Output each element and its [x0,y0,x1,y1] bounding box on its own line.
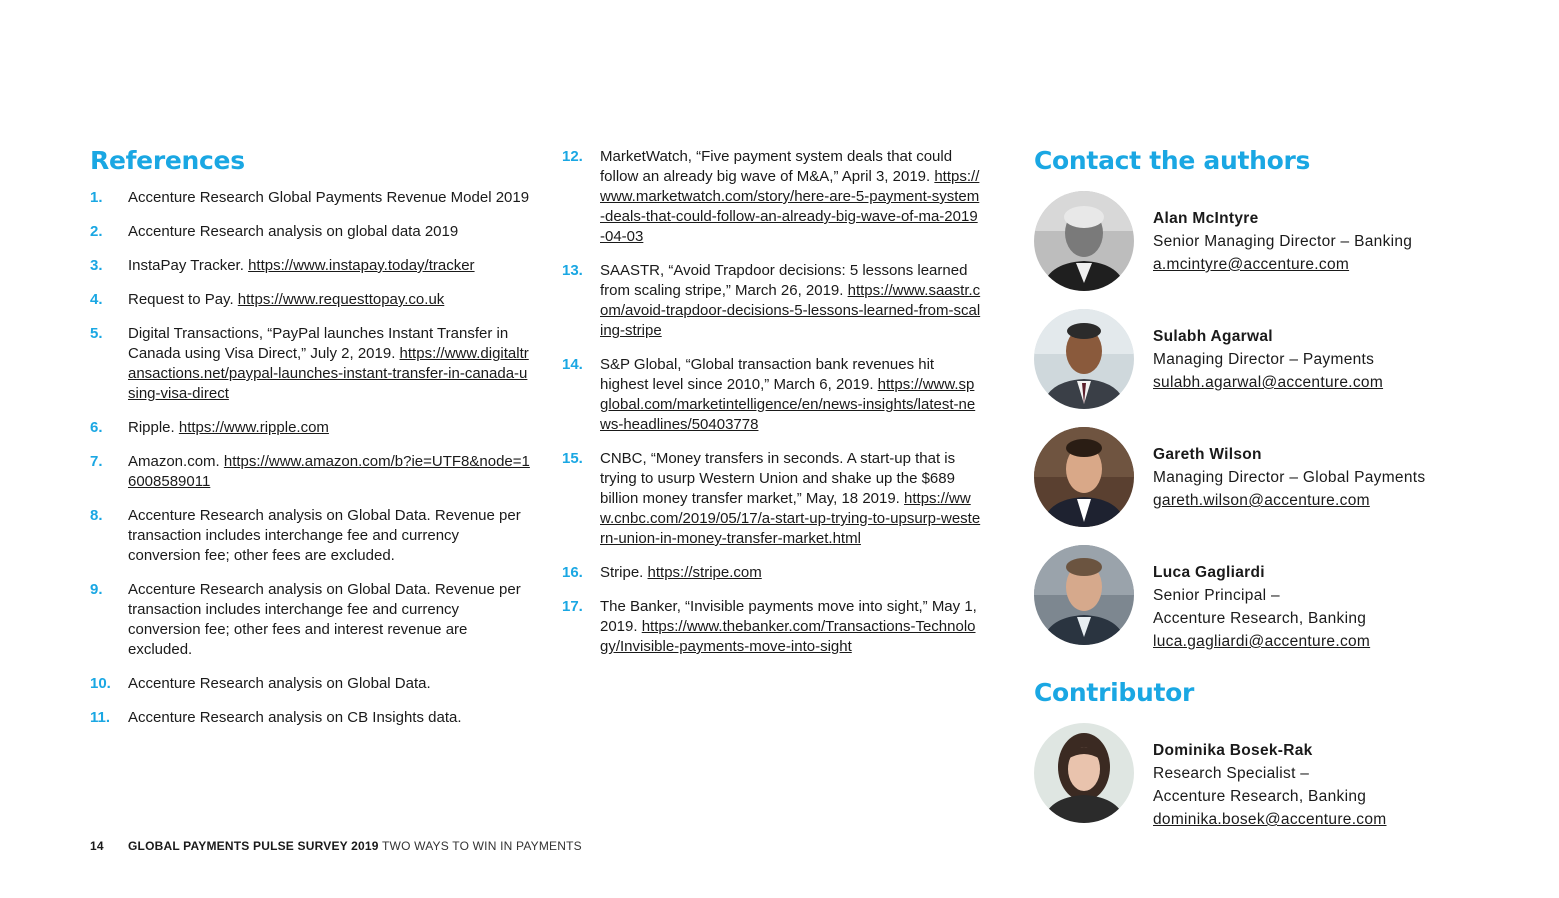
reference-text [128,222,530,242]
contributor-heading: Contributor [1034,678,1195,707]
reference-item [90,580,530,660]
author-email-link[interactable]: luca.gagliardi@accenture.com [1153,633,1371,650]
reference-link[interactable]: https://www.requesttopay.co.uk [237,291,445,308]
reference-text [128,418,530,438]
reference-item [90,708,530,728]
reference-item [90,324,530,404]
reference-citation: Accenture Research analysis on Global Data. [128,675,431,692]
reference-item [562,147,982,247]
reference-number: 11. [90,709,111,726]
reference-number: 9. [90,581,103,598]
reference-link[interactable]: https://www.cnbc.com/2019/05/17/a-start-up-trying-to-upsurp-western-union-in-money-transfer-market.html [600,490,981,547]
author-title: Managing Director – Global Payments [1153,469,1426,486]
author-email-link[interactable]: sulabh.agarwal@accenture.com [1153,374,1384,391]
references-heading: References [90,146,245,175]
reference-citation: Ripple. [128,419,179,436]
reference-citation: Accenture Research analysis on CB Insights data. [128,709,462,726]
reference-number: 16. [562,564,583,581]
reference-citation: Digital Transactions, “PayPal launches Instant Transfer in Canada using Visa Direct,” July 2, 2019. [128,325,509,362]
reference-link[interactable]: https://www.saastr.com/avoid-trapdoor-decisions-5-lessons-learned-from-scaling-stripe [600,282,981,339]
reference-number: 1. [90,189,103,206]
author-photo [1034,545,1134,645]
reference-item [562,449,982,549]
reference-text [600,355,982,435]
reference-item [562,355,982,435]
page-number: 14 [90,839,104,853]
reference-item [562,597,982,657]
reference-item [90,674,530,694]
author-title: Managing Director – Payments [1153,351,1375,368]
reference-citation: MarketWatch, “Five payment system deals that could follow an already big wave of M&A,” April 3, 2019. [600,148,953,185]
reference-text [128,188,530,208]
reference-link[interactable]: https://stripe.com [647,564,762,581]
author-title: Senior Principal – [1153,587,1280,604]
author-email-link[interactable]: a.mcintyre@accenture.com [1153,256,1350,273]
reference-citation: Accenture Research Global Payments Revenue Model 2019 [128,189,530,206]
footer-subtitle: TWO WAYS TO WIN IN PAYMENTS [382,839,582,853]
reference-item [90,256,530,276]
references-list-column-1 [90,188,530,742]
contributor-email-link[interactable]: dominika.bosek@accenture.com [1153,811,1387,828]
author-email-link[interactable]: gareth.wilson@accenture.com [1153,492,1370,509]
reference-text [128,324,530,404]
reference-number: 2. [90,223,103,240]
reference-text [600,563,982,583]
reference-number: 6. [90,419,103,436]
reference-text [600,449,982,549]
reference-link[interactable]: https://www.amazon.com/b?ie=UTF8&node=16008589011 [128,453,530,490]
reference-text [128,580,530,660]
reference-citation: Request to Pay. [128,291,238,308]
author-name: Gareth Wilson [1153,446,1262,463]
reference-citation: Stripe. [600,564,648,581]
author-photo [1034,191,1134,291]
reference-citation: SAASTR, “Avoid Trapdoor decisions: 5 lessons learned from scaling stripe,” March 26, 2019. [600,262,968,299]
reference-text [600,147,982,247]
author-name: Alan McIntyre [1153,210,1259,227]
reference-text [128,452,530,492]
reference-number: 10. [90,675,111,692]
page-footer [90,838,582,854]
reference-citation: Accenture Research analysis on Global Data. Revenue per transaction includes interchange fee and currency conversion fee; other fees are excluded. [128,507,521,564]
contact-authors-heading: Contact the authors [1034,146,1311,175]
contributor-name: Dominika Bosek-Rak [1153,742,1313,759]
reference-text [600,597,982,657]
reference-number: 7. [90,453,103,470]
reference-citation: Accenture Research analysis on Global Data. Revenue per transaction includes interchange fee and currency conversion fee; other fees and interest revenue are excluded. [128,581,521,658]
reference-text [128,256,530,276]
references-list-column-2 [562,147,982,671]
author-name: Sulabh Agarwal [1153,328,1273,345]
author-card [1034,191,1534,291]
reference-item [90,188,530,208]
author-name: Luca Gagliardi [1153,564,1265,581]
contributor-title: Research Specialist – [1153,765,1310,782]
reference-item [90,290,530,310]
reference-number: 5. [90,325,103,342]
contributor-title: Accenture Research, Banking [1153,788,1367,805]
reference-number: 12. [562,148,583,165]
author-card [1034,309,1534,409]
author-photo [1034,309,1134,409]
reference-item [562,563,982,583]
footer-title: GLOBAL PAYMENTS PULSE SURVEY 2019 [128,839,379,853]
author-title: Accenture Research, Banking [1153,610,1367,627]
reference-text [128,674,530,694]
reference-link[interactable]: https://www.ripple.com [178,419,329,436]
reference-item [90,506,530,566]
reference-number: 17. [562,598,583,615]
reference-text [128,290,530,310]
reference-citation: The Banker, “Invisible payments move into sight,” May 1, 2019. [600,598,977,635]
reference-link[interactable]: https://www.digitaltransactions.net/paypal-launches-instant-transfer-in-canada-using-visa-direct [128,345,529,402]
reference-link[interactable]: https://www.spglobal.com/marketintelligence/en/news-insights/latest-news-headlines/50403778 [600,376,976,433]
reference-number: 15. [562,450,583,467]
reference-item [562,261,982,341]
reference-text [600,261,982,341]
contributor-card [1034,723,1534,828]
reference-item [90,452,530,492]
reference-item [90,418,530,438]
author-card [1034,545,1534,650]
reference-citation: Amazon.com. [128,453,224,470]
reference-number: 13. [562,262,583,279]
reference-number: 14. [562,356,583,373]
reference-number: 4. [90,291,103,308]
reference-link[interactable]: https://www.marketwatch.com/story/here-are-5-payment-system-deals-that-could-follow-an-already-big-wave-of-ma-2019-04-03 [600,168,980,245]
contributor-photo [1034,723,1134,823]
reference-item [90,222,530,242]
author-card [1034,427,1534,527]
author-photo [1034,427,1134,527]
reference-link[interactable]: https://www.thebanker.com/Transactions-Technology/Invisible-payments-move-into-sight [600,618,976,655]
author-title: Senior Managing Director – Banking [1153,233,1413,250]
reference-number: 3. [90,257,103,274]
reference-citation: Accenture Research analysis on global data 2019 [128,223,459,240]
reference-citation: S&P Global, “Global transaction bank revenues hit highest level since 2010,” March 6, 2019. [600,356,935,393]
reference-citation: InstaPay Tracker. [128,257,249,274]
reference-citation: CNBC, “Money transfers in seconds. A start-up that is trying to usurp Western Union and shake up the $689 billion money transfer market,” May, 18 2019. [600,450,956,507]
reference-text [128,708,530,728]
reference-text [128,506,530,566]
reference-number: 8. [90,507,103,524]
reference-link[interactable]: https://www.instapay.today/tracker [248,257,475,274]
